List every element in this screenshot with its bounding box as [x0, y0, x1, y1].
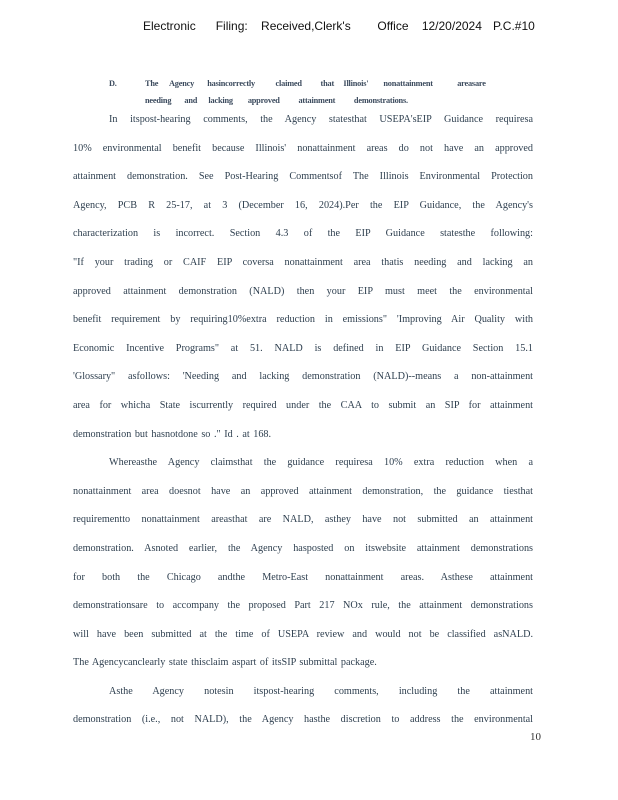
body-line: Asthe Agency notesin itspost-hearing comments, including the attainment	[109, 685, 533, 697]
page-number: 10	[530, 731, 541, 743]
body-line: Economic Incentive Programs" at 51. NALD is defined in EIP Guidance Section 15.1	[73, 342, 533, 354]
body-line: requirementto nonattainment areasthat are NALD, asthey have not submitted an attainment	[73, 514, 533, 526]
body-line: In itspost-hearing comments, the Agency statesthat USEPA'sEIP Guidance requiresa	[109, 114, 533, 125]
body-line: for both the Chicago andthe Metro-East nonattainment areas. Asthese attainment	[73, 571, 533, 583]
body-line: demonstration but hasnotdone so ." Id . at 168.	[73, 428, 272, 440]
body-line: "If your trading or CAIF EIP coversa nonattainment area thatis needing and lacking an	[73, 256, 533, 268]
page-code: P.C.#10	[493, 19, 535, 33]
body-line: will have been submitted at the time of USEPA review and would not be classified asNALD.	[73, 628, 533, 640]
body-line: attainment demonstration. See Post-Hearing Commentsof The Illinois Environmental Protection	[73, 171, 533, 183]
body-line: 10% environmental benefit because Illinois' nonattainment areas do not have an approved	[73, 142, 533, 154]
section-label: D.	[109, 79, 117, 88]
section-heading	[109, 75, 509, 109]
section-heading-line-1: The Agency hasincorrectly claimed that Illinois' nonattainment areasare	[145, 79, 486, 88]
body-line: area for whicha State iscurrently required under the CAA to submit an SIP for attainment	[73, 399, 533, 411]
body-line: demonstrationsare to accompany the proposed Part 217 NOx rule, the attainment demonstrations	[73, 600, 533, 612]
body-line: approved attainment demonstration (NALD) then your EIP must meet the environmental	[73, 285, 533, 297]
body-line: Whereasthe Agency claimsthat the guidance requiresa 10% extra reduction when a	[109, 457, 533, 469]
section-heading-line-2: needing and lacking approved attainment demonstrations.	[145, 96, 408, 105]
body-line: benefit requirement by requiring10%extra reduction in emissions" 'Improving Air Quality with	[73, 314, 533, 326]
body-text	[73, 110, 533, 739]
filing-header	[143, 19, 543, 33]
body-line: Agency, PCB R 25-17, at 3 (December 16, 2024).Per the EIP Guidance, the Agency's	[73, 199, 533, 211]
body-line: 'Glossary" asfollows: 'Needing and lacking demonstration (NALD)--means a non-attainment	[73, 371, 533, 383]
body-line: characterization is incorrect. Section 4.3 of the EIP Guidance statesthe following:	[73, 228, 533, 240]
body-line: nonattainment area doesnot have an approved attainment demonstration, the guidance tiesthat	[73, 485, 533, 497]
body-line: demonstration (i.e., not NALD), the Agency hasthe discretion to address the environmental	[73, 714, 533, 726]
body-line: The Agencycanclearly state thisclaim aspart of itsSIP submittal package.	[73, 657, 377, 669]
body-line: demonstration. Asnoted earlier, the Agency hasposted on itswebsite attainment demonstrations	[73, 542, 533, 554]
filing-stamp-text: Electronic Filing: Received,Clerk's Office 12/20/2024	[143, 19, 482, 33]
